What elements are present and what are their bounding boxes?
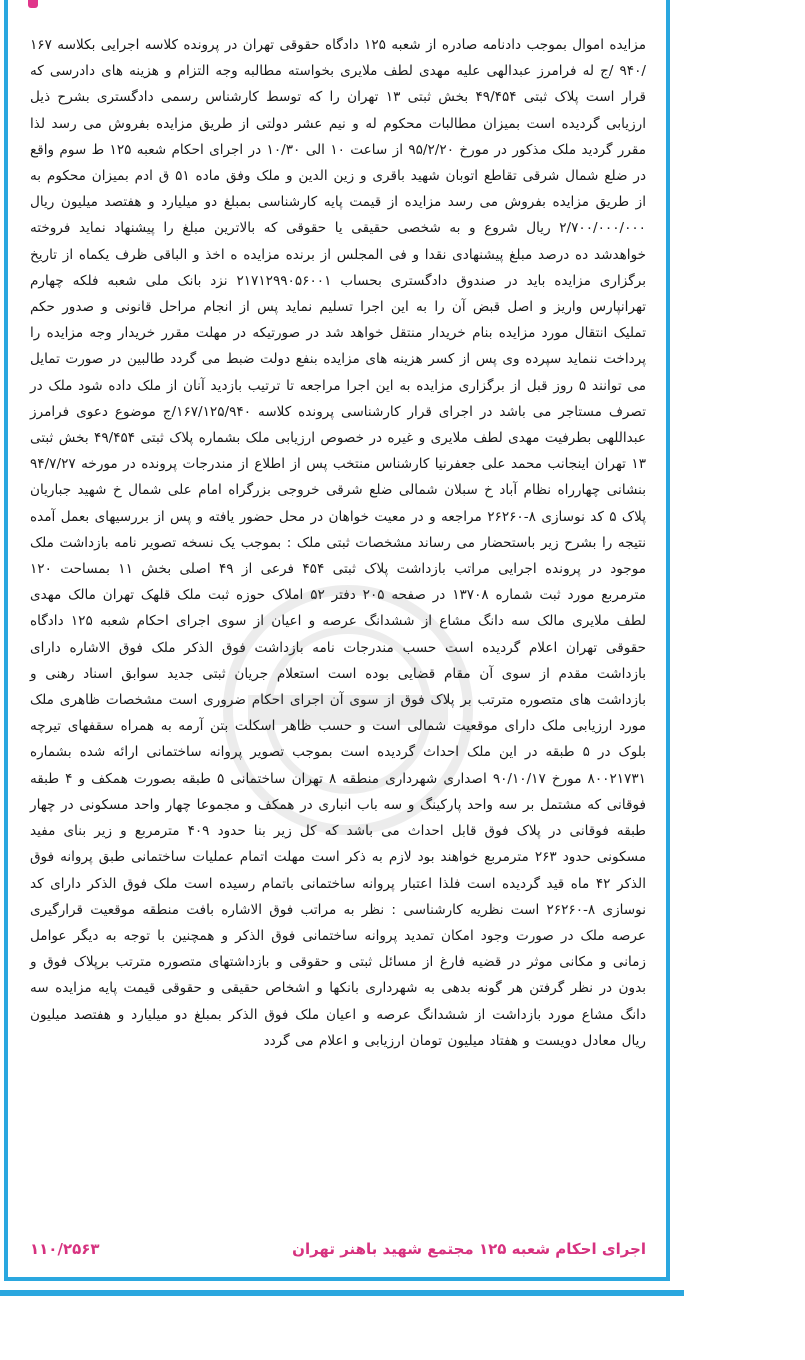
notice-footer [30, 1240, 646, 1258]
top-accent-mark [28, 0, 38, 8]
notice-body-text: مزایده اموال بموجب دادنامه صادره از شعبه ۱۲۵ دادگاه حقوقی تهران در پرونده کلاسه اجرایی بکلاسه ۱۶۷ /۹۴۰ /ج له فرامرز عبدالهی علیه مهدی لطف ملایری بخواسته مطالبه وجه التزام و هزینه های دادرسی که قرار است پلاک ثبتی ۴۹/۴۵۴ بخش ثبتی ۱۳ تهران را که توسط کارشناس رسمی دادگستری بشرح ذیل ارزیابی گردیده است بمیزان مطالبات محکوم له و نیم عشر دولتی از طریق مزایده بفروش می رسد لذا مقرر گردید ملک مذکور در مورخ ۹۵/۲/۲۰ از ساعت ۱۰ الی ۱۰/۳۰ در اجرای احکام شعبه ۱۲۵ ط سوم واقع در ضلع شمال شرقی تقاطع اتوبان شهید باقری و زین الدین و ملک وفق ماده ۵۱ ق ادم بمیزان محکوم به از طریق مزایده بفروش می رسد مزایده از قیمت پایه کارشناسی بمبلغ دو میلیارد و هفتصد میلیون ریال ۲/۷۰۰/۰۰۰/۰۰۰ ریال شروع و به شخصی حقیقی یا حقوقی که بالاترین مبلغ را پیشنهاد نماید فروخته خواهدشد ده درصد مبلغ پیشنهادی نقدا و فی المجلس از برنده مزایده ه اخذ و الباقی ظرف یکماه از تاریخ برگزاری مزایده باید در صندوق دادگستری بحساب ۲۱۷۱۲۹۹۰۵۶۰۰۱ نزد بانک ملی شعبه فلکه چهارم تهرانپارس واریز و اصل قبض آن را به این اجرا تسلیم نماید پس از انجام مراحل قانونی و صدور حکم تملیک انتقال مورد مزایده بنام خریدار منتقل خواهد شد در صورتیکه در مهلت مقرر خریدار وجه مزایده را پرداخت ننماید سپرده وی پس از کسر هزینه های مزایده بنفع دولت ضبط می گردد طالبین در صورت تمایل می توانند ۵ روز قبل از برگزاری مزایده به این اجرا مراجعه تا ترتیب بازدید آنان از ملک داده شود ملک در تصرف مستاجر می باشد در اجرای قرار کارشناسی پرونده کلاسه ۱۶۷/۱۲۵/۹۴۰/ج موضوع دعوی فرامرز عبداللهی بطرفیت مهدی لطف ملایری و غیره در خصوص ارزیابی ملک بشماره پلاک ثبتی ۴۹/۴۵۴ بخش ثبتی ۱۳ تهران اینجانب محمد علی جعفرنیا کارشناس منتخب پس از اطلاع از مندرجات پرونده در مورخه ۹۴/۷/۲۷ بنشانی چهارراه نظام آباد خ سبلان شمالی ضلع شرقی خروجی بزرگراه امام علی شمال خ شهید جباریان پلاک ۵ کد نوسازی ۸-۲۶۲۶۰ مراجعه و در معیت خواهان در محل حضور یافته و پس از بررسیهای بعمل آمده نتیجه را بشرح زیر باستحضار می رساند مشخصات ثبتی ملک : بموجب یک نسخه تصویر نامه بازداشت ملک موجود در پرونده اجرایی مراتب بازداشت پلاک ثبتی ۴۵۴ فرعی از ۴۹ اصلی بخش ۱۱ بمساحت ۱۲۰ مترمربع مورد ثبت شماره ۱۳۷۰۸ در صفحه ۲۰۵ دفتر ۵۲ املاک حوزه ثبت ملک قلهک تهران مالک مهدی لطف ملایری مالک سه دانگ مشاع از ششدانگ عرصه و اعیان از سوی اجرای احکام شعبه ۱۲۵ دادگاه حقوقی تهران اعلام گردیده است حسب مندرجات نامه بازداشت فوق الذکر ملک فوق الاشاره دارای بازداشت مقدم از سوی آن مقام قضایی بوده است استعلام جریان ثبتی جدید سوابق اسناد رهنی و بازداشت های متصوره مترتب بر پلاک فوق از سوی آن اجرای احکام ضروری است مشخصات ظاهری ملک مورد ارزیابی ملک دارای موقعیت شمالی است و حسب ظاهر اسکلت بتن آرمه به همراه سقفهای تیرچه بلوک در ۵ طبقه در این ملک احداث گردیده است بموجب تصویر پروانه ساختمانی ارائه شده بشماره ۸۰۰۲۱۷۳۱ مورخ ۹۰/۱۰/۱۷ اصداری شهرداری منطقه ۸ تهران ساختمانی ۵ طبقه بصورت همکف و ۴ طبقه فوقانی که مشتمل بر سه واحد پارکینگ و سه باب انباری در همکف و مجموعا چهار واحد مسکونی در چهار طبقه فوقانی در پلاک فوق قابل احداث می باشد که کل زیر بنا حدود ۴۰۹ مترمربع و زیر بنای مفید مسکونی حدود ۲۶۳ مترمربع خواهند بود لازم به ذکر است مهلت اتمام عملیات ساختمانی طبق پروانه فوق الذکر ۴۲ ماه قید گردیده است فلذا اعتبار پروانه ساختمانی باتمام رسیده است ملک فوق الذکر دارای کد نوسازی ۸-۲۶۲۶۰ است نظریه کارشناسی : نظر به مراتب فوق الاشاره بافت منطقه موقعیت قرارگیری عرصه ملک در صورت وجود امکان تمدید پروانه ساختمانی فوق الذکر و همچنین با توجه به دیگر عوامل زمانی و مکانی موثر در قضیه فارغ از مسائل ثبتی و حقوقی و بازداشتهای متصوره مترتب برپلاک فوق و بدون در نظر گرفتن هر گونه بدهی به شهرداری بانکها و اشخاص حقیقی و حقوقی قیمت پایه مزایده سه دانگ مشاع مورد بازداشت از ششدانگ عرصه و اعیان ملک فوق الذکر بمبلغ دو میلیارد و هفتصد میلیون ریال معادل دویست و هفتاد میلیون تومان ارزیابی و اعلام می گردد [30, 37, 647, 1049]
bottom-divider [0, 1290, 684, 1296]
notice-card [4, 0, 670, 1281]
notice-reference-code: ۱۱۰/۲۵۶۳ [30, 1240, 100, 1258]
issuer-signature: اجرای احکام شعبه ۱۲۵ مجتمع شهید باهنر تهران [292, 1240, 646, 1258]
